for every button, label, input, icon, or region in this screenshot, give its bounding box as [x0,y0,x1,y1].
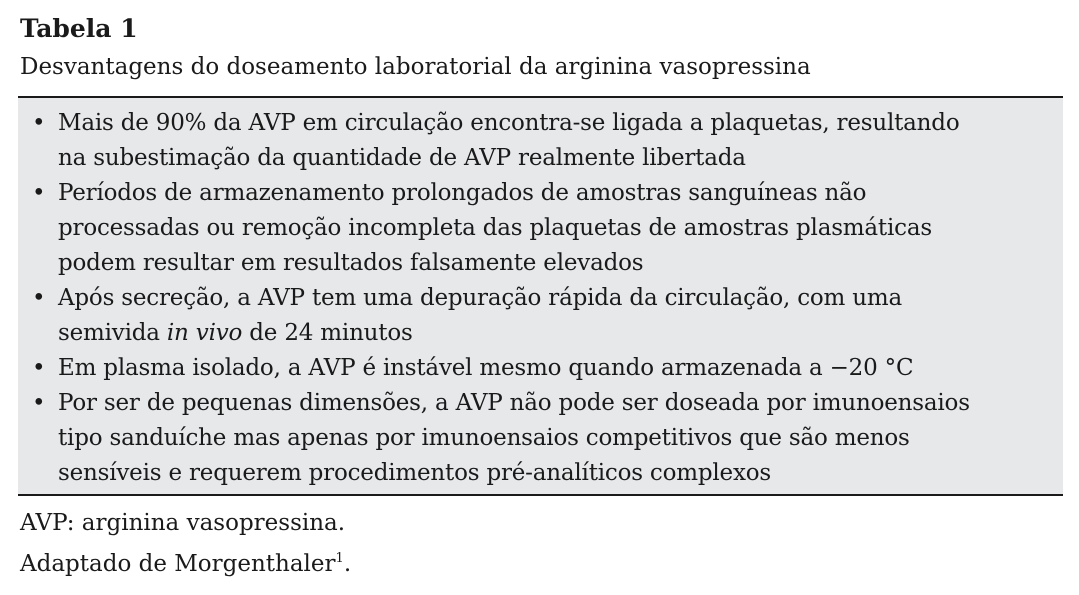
list-item [18,351,1063,386]
item-text: semivida [58,320,167,346]
item-line: Mais de 90% da AVP em circulação encontra-se ligada a plaquetas, resultando [58,110,960,136]
list-item [18,386,1063,491]
item-line: tipo sanduíche mas apenas por imunoensaios competitivos que são menos [58,425,910,451]
item-line: sensíveis e requerem procedimentos pré-analíticos complexos [58,460,771,486]
bullet-icon: • [32,355,46,381]
bullet-icon: • [32,180,46,206]
table-label: Tabela 1 [20,14,138,43]
item-line: podem resultar em resultados falsamente elevados [58,250,644,276]
list-item [18,281,1063,351]
bullet-list [18,98,1063,491]
table-body [18,96,1063,496]
bullet-icon: • [32,390,46,416]
item-line: na subestimação da quantidade de AVP realmente libertada [58,145,746,171]
reference-number: 1 [335,551,344,566]
footnote-abbreviation: AVP: arginina vasopressina. [20,510,346,536]
list-item [18,176,1063,281]
source-text: Adaptado de Morgenthaler [20,551,336,577]
italic-term: in vivo [166,320,243,346]
item-line: Em plasma isolado, a AVP é instável mesmo quando armazenada a −20 °C [58,355,914,381]
source-period: . [343,551,352,577]
list-item [18,106,1063,176]
item-line: Por ser de pequenas dimensões, a AVP não pode ser doseada por imunoensaios [58,390,970,416]
table-caption: Desvantagens do doseamento laboratorial da arginina vasopressina [20,54,811,80]
item-line: processadas ou remoção incompleta das plaquetas de amostras plasmáticas [58,215,932,241]
bullet-icon: • [32,110,46,136]
item-line: Após secreção, a AVP tem uma depuração rápida da circulação, com uma [58,285,903,311]
footnote-source [20,544,351,579]
item-text: de 24 minutos [242,320,413,346]
item-line [58,316,1063,351]
bullet-icon: • [32,285,46,311]
item-line: Períodos de armazenamento prolongados de amostras sanguíneas não [58,180,867,206]
